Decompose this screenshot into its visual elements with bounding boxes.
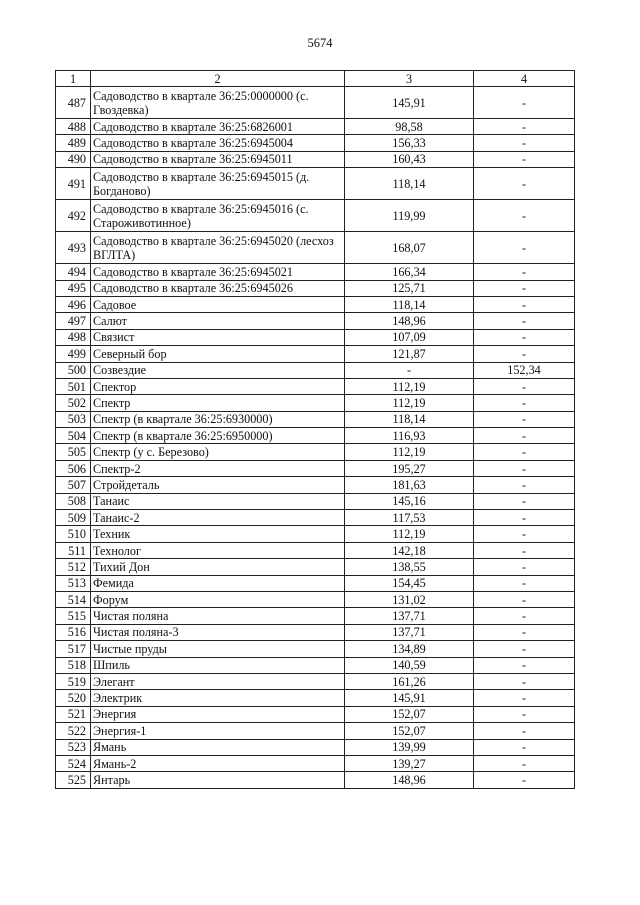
row-col4-cell: -	[474, 510, 575, 526]
row-name-cell: Садоводство в квартале 36:25:6826001	[91, 119, 345, 135]
row-col3-cell: 195,27	[345, 460, 474, 476]
row-col4-cell: -	[474, 542, 575, 558]
table-row	[56, 706, 575, 722]
row-name-cell: Чистая поляна-3	[91, 624, 345, 640]
row-col3-cell: 118,14	[345, 296, 474, 312]
row-col4-cell: -	[474, 411, 575, 427]
table-row	[56, 411, 575, 427]
row-name-cell: Техник	[91, 526, 345, 542]
table-body	[56, 87, 575, 789]
row-name-cell: Садоводство в квартале 36:25:6945016 (с. Староживотинное)	[91, 200, 345, 232]
row-col4-cell: -	[474, 168, 575, 200]
table-row	[56, 428, 575, 444]
row-number-cell: 500	[56, 362, 91, 378]
table-row	[56, 673, 575, 689]
table-row	[56, 723, 575, 739]
row-col4-cell: -	[474, 723, 575, 739]
row-col3-cell: 138,55	[345, 559, 474, 575]
row-col4-cell: -	[474, 641, 575, 657]
row-name-cell: Тихий Дон	[91, 559, 345, 575]
row-name-cell: Энергия-1	[91, 723, 345, 739]
table-row	[56, 346, 575, 362]
table-row	[56, 772, 575, 788]
row-col4-cell: -	[474, 739, 575, 755]
row-col3-cell: 139,27	[345, 755, 474, 771]
table-row	[56, 200, 575, 232]
table-row	[56, 493, 575, 509]
table-row	[56, 264, 575, 280]
table-row	[56, 608, 575, 624]
row-number-cell: 511	[56, 542, 91, 558]
row-col4-cell: -	[474, 690, 575, 706]
table-row	[56, 460, 575, 476]
row-col4-cell: -	[474, 526, 575, 542]
table-row	[56, 542, 575, 558]
row-name-cell: Чистая поляна	[91, 608, 345, 624]
row-name-cell: Салют	[91, 313, 345, 329]
row-number-cell: 498	[56, 329, 91, 345]
row-name-cell: Ямань-2	[91, 755, 345, 771]
table-row	[56, 591, 575, 607]
row-col3-cell: 112,19	[345, 526, 474, 542]
row-col3-cell: 117,53	[345, 510, 474, 526]
table-row	[56, 313, 575, 329]
row-number-cell: 492	[56, 200, 91, 232]
row-col3-cell: 140,59	[345, 657, 474, 673]
row-name-cell: Танаис-2	[91, 510, 345, 526]
row-col4-cell: -	[474, 477, 575, 493]
row-name-cell: Созвездие	[91, 362, 345, 378]
row-col3-cell: 107,09	[345, 329, 474, 345]
row-number-cell: 513	[56, 575, 91, 591]
row-number-cell: 490	[56, 151, 91, 167]
row-number-cell: 523	[56, 739, 91, 755]
row-name-cell: Спектр (в квартале 36:25:6930000)	[91, 411, 345, 427]
header-col-1: 1	[56, 71, 91, 87]
row-number-cell: 504	[56, 428, 91, 444]
row-col4-cell: -	[474, 200, 575, 232]
row-col3-cell: 116,93	[345, 428, 474, 444]
row-col4-cell: -	[474, 151, 575, 167]
table-header-row	[56, 71, 575, 87]
row-number-cell: 509	[56, 510, 91, 526]
row-col3-cell: 131,02	[345, 591, 474, 607]
table-row	[56, 477, 575, 493]
row-col4-cell: -	[474, 264, 575, 280]
row-col3-cell: 125,71	[345, 280, 474, 296]
row-col3-cell: 161,26	[345, 673, 474, 689]
row-col4-cell: -	[474, 673, 575, 689]
table-row	[56, 755, 575, 771]
row-col3-cell: 118,14	[345, 411, 474, 427]
table-row	[56, 395, 575, 411]
row-col3-cell: 142,18	[345, 542, 474, 558]
row-col3-cell: 145,16	[345, 493, 474, 509]
row-number-cell: 525	[56, 772, 91, 788]
header-col-2: 2	[91, 71, 345, 87]
row-col3-cell: 134,89	[345, 641, 474, 657]
row-name-cell: Садоводство в квартале 36:25:6945015 (д. Богданово)	[91, 168, 345, 200]
row-name-cell: Спектр (у с. Березово)	[91, 444, 345, 460]
row-name-cell: Технолог	[91, 542, 345, 558]
row-col3-cell: 160,43	[345, 151, 474, 167]
row-number-cell: 491	[56, 168, 91, 200]
row-col4-cell: -	[474, 428, 575, 444]
row-col4-cell: -	[474, 706, 575, 722]
row-name-cell: Форум	[91, 591, 345, 607]
row-col4-cell: -	[474, 329, 575, 345]
row-number-cell: 501	[56, 378, 91, 394]
row-number-cell: 508	[56, 493, 91, 509]
row-col3-cell: 112,19	[345, 395, 474, 411]
row-number-cell: 493	[56, 232, 91, 264]
row-col4-cell: -	[474, 493, 575, 509]
row-col4-cell: -	[474, 395, 575, 411]
row-number-cell: 519	[56, 673, 91, 689]
table-row	[56, 559, 575, 575]
row-col3-cell: 145,91	[345, 690, 474, 706]
row-col4-cell: -	[474, 772, 575, 788]
row-col3-cell: 137,71	[345, 624, 474, 640]
table-row	[56, 444, 575, 460]
row-name-cell: Садоводство в квартале 36:25:6945004	[91, 135, 345, 151]
row-col3-cell: 152,07	[345, 723, 474, 739]
row-col4-cell: -	[474, 575, 575, 591]
row-number-cell: 510	[56, 526, 91, 542]
row-number-cell: 517	[56, 641, 91, 657]
row-col3-cell: 152,07	[345, 706, 474, 722]
table-row	[56, 575, 575, 591]
row-number-cell: 488	[56, 119, 91, 135]
row-col4-cell: -	[474, 657, 575, 673]
table-row	[56, 87, 575, 119]
row-number-cell: 520	[56, 690, 91, 706]
row-number-cell: 521	[56, 706, 91, 722]
row-col4-cell: -	[474, 608, 575, 624]
row-col4-cell: -	[474, 346, 575, 362]
row-name-cell: Садоводство в квартале 36:25:6945011	[91, 151, 345, 167]
row-number-cell: 514	[56, 591, 91, 607]
row-name-cell: Садоводство в квартале 36:25:6945026	[91, 280, 345, 296]
row-number-cell: 505	[56, 444, 91, 460]
table-row	[56, 641, 575, 657]
row-col4-cell: -	[474, 232, 575, 264]
row-col3-cell: 139,99	[345, 739, 474, 755]
row-col4-cell: -	[474, 119, 575, 135]
row-name-cell: Садоводство в квартале 36:25:0000000 (с. Гвоздевка)	[91, 87, 345, 119]
row-number-cell: 494	[56, 264, 91, 280]
row-col3-cell: 148,96	[345, 313, 474, 329]
table-row	[56, 280, 575, 296]
row-col3-cell: 118,14	[345, 168, 474, 200]
table-row	[56, 296, 575, 312]
row-number-cell: 497	[56, 313, 91, 329]
row-col3-cell: 156,33	[345, 135, 474, 151]
row-number-cell: 507	[56, 477, 91, 493]
row-name-cell: Садовое	[91, 296, 345, 312]
row-col3-cell: 121,87	[345, 346, 474, 362]
row-col4-cell: -	[474, 460, 575, 476]
table-row	[56, 378, 575, 394]
row-col4-cell: -	[474, 280, 575, 296]
row-name-cell: Чистые пруды	[91, 641, 345, 657]
row-number-cell: 502	[56, 395, 91, 411]
table-row	[56, 151, 575, 167]
row-col3-cell: -	[345, 362, 474, 378]
row-name-cell: Элегант	[91, 673, 345, 689]
row-name-cell: Электрик	[91, 690, 345, 706]
row-col4-cell: -	[474, 591, 575, 607]
row-number-cell: 496	[56, 296, 91, 312]
table-row	[56, 526, 575, 542]
row-col3-cell: 112,19	[345, 378, 474, 394]
header-col-3: 3	[345, 71, 474, 87]
row-name-cell: Янтарь	[91, 772, 345, 788]
row-name-cell: Танаис	[91, 493, 345, 509]
table-row	[56, 362, 575, 378]
row-name-cell: Спектор	[91, 378, 345, 394]
row-number-cell: 512	[56, 559, 91, 575]
row-number-cell: 515	[56, 608, 91, 624]
data-table	[55, 70, 575, 789]
row-name-cell: Садоводство в квартале 36:25:6945020 (лесхоз ВГЛТА)	[91, 232, 345, 264]
row-name-cell: Спектр (в квартале 36:25:6950000)	[91, 428, 345, 444]
row-col4-cell: 152,34	[474, 362, 575, 378]
table-row	[56, 739, 575, 755]
row-name-cell: Спектр-2	[91, 460, 345, 476]
row-name-cell: Садоводство в квартале 36:25:6945021	[91, 264, 345, 280]
table-row	[56, 624, 575, 640]
row-number-cell: 487	[56, 87, 91, 119]
row-col3-cell: 181,63	[345, 477, 474, 493]
row-number-cell: 506	[56, 460, 91, 476]
row-name-cell: Ямань	[91, 739, 345, 755]
row-col4-cell: -	[474, 296, 575, 312]
row-col4-cell: -	[474, 755, 575, 771]
row-number-cell: 489	[56, 135, 91, 151]
table-row	[56, 657, 575, 673]
table-row	[56, 135, 575, 151]
row-name-cell: Энергия	[91, 706, 345, 722]
row-number-cell: 524	[56, 755, 91, 771]
header-col-4: 4	[474, 71, 575, 87]
row-col4-cell: -	[474, 313, 575, 329]
row-col4-cell: -	[474, 444, 575, 460]
table-row	[56, 168, 575, 200]
row-col3-cell: 145,91	[345, 87, 474, 119]
row-number-cell: 518	[56, 657, 91, 673]
row-col3-cell: 119,99	[345, 200, 474, 232]
row-name-cell: Шпиль	[91, 657, 345, 673]
row-col4-cell: -	[474, 559, 575, 575]
row-col3-cell: 98,58	[345, 119, 474, 135]
row-col3-cell: 168,07	[345, 232, 474, 264]
page-number: 5674	[307, 36, 333, 50]
row-col4-cell: -	[474, 135, 575, 151]
table-row	[56, 232, 575, 264]
row-number-cell: 495	[56, 280, 91, 296]
row-number-cell: 522	[56, 723, 91, 739]
table-row	[56, 510, 575, 526]
table-row	[56, 690, 575, 706]
row-col4-cell: -	[474, 624, 575, 640]
row-name-cell: Спектр	[91, 395, 345, 411]
row-number-cell: 516	[56, 624, 91, 640]
row-number-cell: 499	[56, 346, 91, 362]
row-name-cell: Стройдеталь	[91, 477, 345, 493]
row-name-cell: Северный бор	[91, 346, 345, 362]
row-name-cell: Связист	[91, 329, 345, 345]
row-col3-cell: 166,34	[345, 264, 474, 280]
row-name-cell: Фемида	[91, 575, 345, 591]
row-col4-cell: -	[474, 378, 575, 394]
row-col3-cell: 112,19	[345, 444, 474, 460]
table-row	[56, 119, 575, 135]
row-col3-cell: 154,45	[345, 575, 474, 591]
row-number-cell: 503	[56, 411, 91, 427]
table-row	[56, 329, 575, 345]
row-col3-cell: 137,71	[345, 608, 474, 624]
row-col4-cell: -	[474, 87, 575, 119]
row-col3-cell: 148,96	[345, 772, 474, 788]
